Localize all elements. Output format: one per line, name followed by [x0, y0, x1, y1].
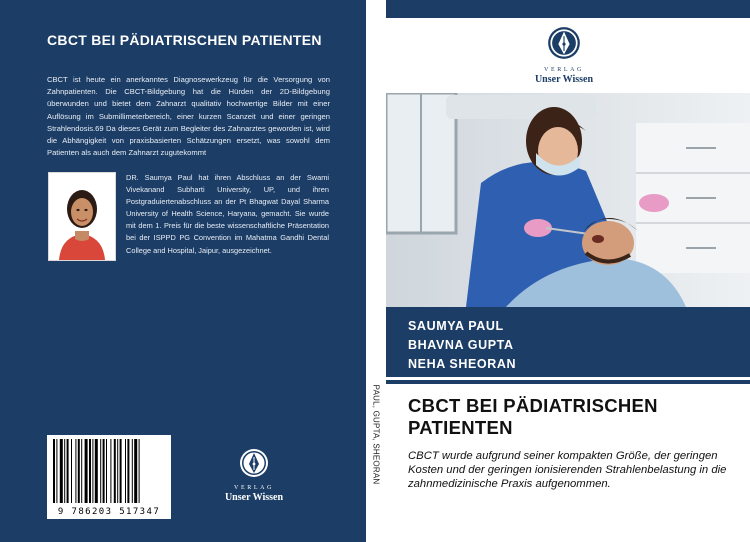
publisher-pen-icon	[547, 26, 581, 60]
back-cover	[0, 0, 366, 542]
cover-photo-dentist	[386, 93, 750, 307]
author-name-2: BHAVNA GUPTA	[408, 338, 514, 352]
publisher-pen-icon	[239, 448, 269, 478]
author-bio: DR. Saumya Paul hat ihren Abschluss an der Swami Vivekanand Subharti University, UP, und ihren Postgraduiertenabschluss an der Pt Bhagwat Dayal Sharma University of Health Science, Haryana, gemacht. Sie wurde mit dem 1. Preis für die beste wissenschaftliche Präsentation bei der ISPPD PG Convention im Mahatma Gandhi Dental College and Hospital, Jaipur, ausgezeichnet.	[126, 173, 329, 255]
publisher-verlag: VERLAG	[544, 67, 584, 73]
divider	[386, 380, 750, 384]
publisher-name: Unser Wissen	[534, 74, 594, 85]
front-cover-subtitle: CBCT wurde aufgrund seiner kompakten Größe, der geringen Kosten und der geringen ionisierenden Strahlenbelastung in die zahnmedizinische Praxis aufgenommen.	[408, 450, 727, 491]
authors-band	[386, 307, 750, 377]
publisher-logo-back	[212, 448, 296, 503]
back-cover-title: CBCT BEI PÄDIATRISCHEN PATIENTEN	[47, 32, 322, 48]
spine-authors-text: PAUL, GUPTA, SHEORAN	[371, 384, 381, 485]
publisher-logo-front	[522, 26, 606, 85]
author-name-3: NEHA SHEORAN	[408, 357, 517, 371]
publisher-verlag: VERLAG	[234, 485, 274, 491]
author-photo	[48, 172, 116, 261]
front-cover	[386, 0, 750, 542]
isbn-barcode	[47, 435, 171, 519]
back-cover-blurb: CBCT ist heute ein anerkanntes Diagnosewerkzeug für die Versorgung von Zahnpatienten. Die CBCT-Bildgebung hat die Hürden der 2D-Bildgebung überwunden und bietet dem Zahnarzt qualitativ hochwertige Bilder mit einer Auflösung im Submillimeterbereich, einer kurzen Scanzeit und einer geringen Strahlendosis.69 Da dieses Gerät zum Begleiter des Zahnarztes geworden ist, wird die Abhängigkeit von praxisbasierten Schätzungen ersetzt, was sowohl dem Patienten als auch dem Zahnarzt zugutekommt	[47, 75, 330, 158]
spine-authors	[366, 382, 386, 492]
front-top-bar	[386, 0, 750, 18]
author-name-1: SAUMYA PAUL	[408, 319, 504, 333]
front-cover-title: CBCT BEI PÄDIATRISCHEN PATIENTEN	[408, 395, 658, 438]
isbn-number: 9 786203 517347	[57, 507, 161, 517]
publisher-name: Unser Wissen	[224, 492, 284, 503]
